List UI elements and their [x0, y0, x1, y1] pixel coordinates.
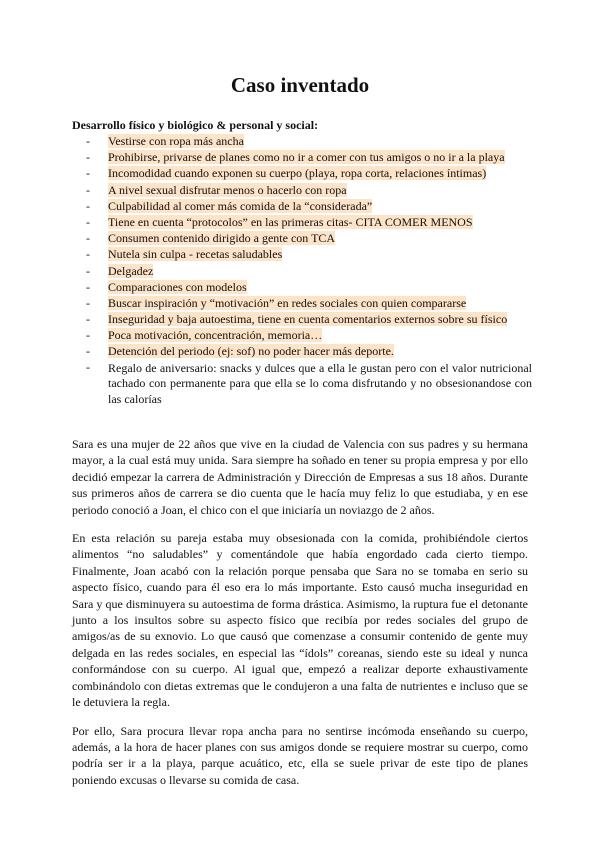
list-item	[72, 360, 532, 408]
bullet-dash: -	[86, 182, 90, 197]
bullet-dash: -	[86, 214, 90, 229]
bullet-dash: -	[86, 231, 90, 246]
list-item-text: Delgadez	[108, 263, 154, 278]
list-item-text: Comparaciones con modelos	[108, 279, 247, 294]
bullet-dash: -	[86, 344, 90, 359]
list-item-text: Prohibirse, privarse de planes como no ir a comer con tus amigos o no ir a la playa	[108, 150, 505, 165]
list-item-text: Detención del periodo (ej: sof) no poder hacer más deporte.	[108, 344, 394, 359]
list-item	[72, 263, 532, 279]
list-item-text: A nivel sexual disfrutar menos o hacerlo con ropa	[108, 182, 347, 197]
list-item	[72, 230, 532, 246]
list-item-text: Nutela sin culpa - recetas saludables	[108, 247, 283, 262]
document-title: Caso inventado	[230, 73, 370, 97]
bullet-dash: -	[86, 263, 90, 278]
list-item	[72, 182, 532, 198]
paragraph: En esta relación su pareja estaba muy obsesionada con la comida, prohibiéndole ciertos alimentos “no saludables” y comentándole que había engordado cada cierto tiempo. Finalmente, Joan acabó con la relación porque pensaba que Sara no se tomaba en serio su aspecto físico, cuando para él eso era lo más importante. Esto causó mucha inseguridad en Sara y que disminuyera su autoestima de forma drástica. Asimismo, la ruptura fue el detonante junto a los insultos sobre su aspecto físico que recibía por redes sociales del grupo de amigos/as de su exnovio. Lo que causó que comenzase a consumir contenido de gente muy delgada en las redes sociales, en especial las “ídols” coreanas, siendo este su ideal y nunca conformándose con su cuerpo. Al igual que, empezó a realizar deporte exhaustivamente combinándolo con dietas extremas que le condujeron a una falta de nutrientes e incluso que se le detuviera la regla.	[72, 531, 528, 710]
list-item	[72, 165, 532, 181]
list-item	[72, 343, 532, 359]
bullet-dash: -	[86, 150, 90, 165]
bullet-dash: -	[86, 359, 90, 374]
case-narrative	[72, 436, 528, 800]
bullet-dash: -	[86, 279, 90, 294]
bullet-dash: -	[86, 166, 90, 181]
bullet-dash: -	[86, 198, 90, 213]
list-item	[72, 311, 532, 327]
list-item-text: Vestirse con ropa más ancha	[108, 134, 244, 148]
bullet-dash: -	[86, 295, 90, 310]
list-item	[72, 214, 532, 230]
list-item	[72, 327, 532, 343]
list-item-text: Incomodidad cuando exponen su cuerpo (playa, ropa corta, relaciones íntimas)	[108, 166, 487, 181]
bullet-dash: -	[86, 312, 90, 327]
list-item-text: Regalo de aniversario: snacks y dulces que a ella le gustan pero con el valor nutricional tachado con permanente para que ella se lo coma disfrutando y no obsesionandose con las calorías	[108, 360, 532, 406]
list-item-text: Tiene en cuenta “protocolos” en las primeras citas- CITA COMER MENOS	[108, 214, 473, 229]
list-item	[72, 133, 532, 149]
list-item-text: Inseguridad y baja autoestima, tiene en cuenta comentarios externos sobre su físico	[108, 312, 508, 327]
list-item	[72, 149, 532, 165]
bullet-dash: -	[86, 247, 90, 262]
list-item-text: Buscar inspiración y “motivación” en redes sociales con quien compararse	[108, 295, 467, 310]
list-item	[72, 246, 532, 262]
bullet-dash: -	[86, 328, 90, 343]
paragraph: Por ello, Sara procura llevar ropa ancha para no sentirse incómoda enseñando su cuerpo, además, a la hora de hacer planes con sus amigos donde se requiere mostrar su cuerpo, como podría ser ir a la playa, parque acuático, etc, ella se suele privar de este tipo de planes poniendo excusas o llevarse su comida de casa.	[72, 723, 528, 787]
bullet-dash: -	[86, 134, 90, 148]
list-item	[72, 295, 532, 311]
list-item	[72, 198, 532, 214]
list-item-text: Consumen contenido dirigido a gente con TCA	[108, 231, 336, 246]
section-heading: Desarrollo físico y biológico & personal y social:	[72, 118, 319, 132]
list-item-text: Poca motivación, concentración, memoria…	[108, 328, 323, 343]
symptom-list	[72, 133, 532, 407]
paragraph: Sara es una mujer de 22 años que vive en la ciudad de Valencia con sus padres y su hermana mayor, a la cual está muy unida. Sara siempre ha soñado en tener su propia empresa y por ello decidió empezar la carrera de Administración y Dirección de Empresas a sus 18 años. Durante sus primeros años de carrera se dio cuenta que le hacía muy feliz lo que estudiaba, y en ese periodo conoció a Joan, el chico con el que iniciaría un noviazgo de 2 años.	[72, 437, 528, 517]
list-item-text: Culpabilidad al comer más comida de la “considerada”	[108, 198, 373, 213]
list-item	[72, 279, 532, 295]
